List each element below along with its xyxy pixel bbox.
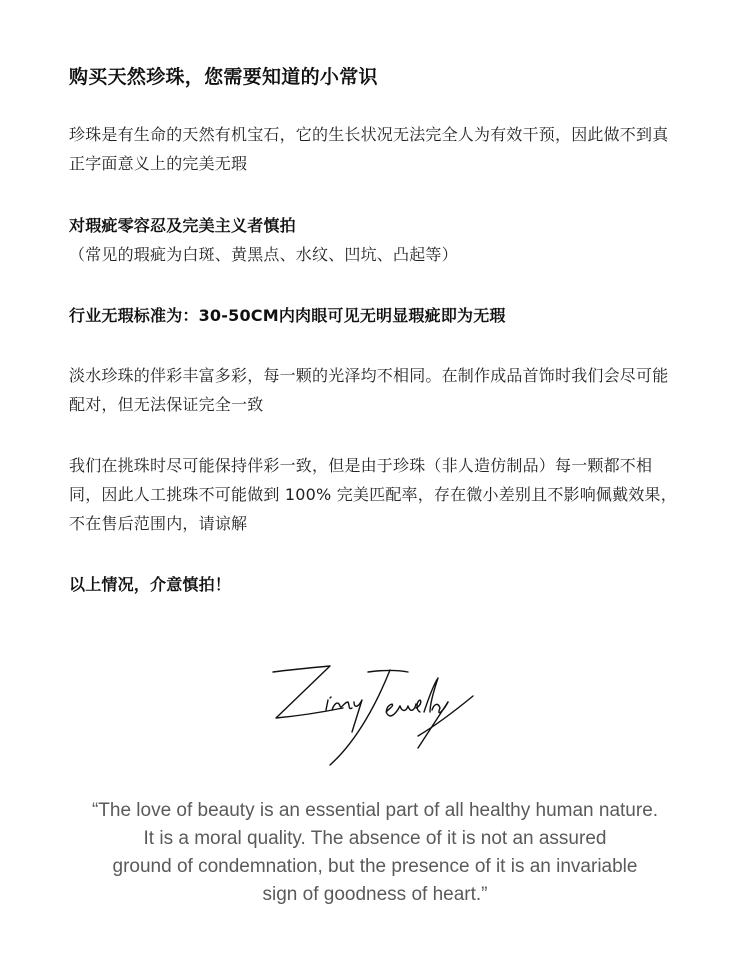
paragraph-flaw-warning (69, 211, 679, 269)
flaw-warning-emphasis: 对瑕疵零容忍及完美主义者慎拍 (69, 216, 296, 235)
flaw-warning-detail: （常见的瑕疵为白斑、黄黑点、水纹、凹坑、凸起等） (69, 245, 458, 264)
quote-line: sign of goodness of heart.” (262, 884, 488, 905)
quote-line: It is a moral quality. The absence of it is not an assured (143, 828, 607, 849)
quote-line: “The love of beauty is an essential part of all healthy human nature. (91, 800, 659, 821)
paragraph-natural-pearl: 珍珠是有生命的天然有机宝石，它的生长状况无法完全人为有效干预，因此做不到真正字面意义上的完美无瑕 (69, 125, 669, 173)
quote-line: ground of condemnation, but the presence of it is an invariable (112, 856, 638, 877)
paragraph-overtone-color: 淡水珍珠的伴彩丰富多彩，每一颗的光泽均不相同。在制作成品首饰时我们会尽可能配对，但无法保证完全一致 (69, 366, 669, 414)
paragraph-matching-note: 我们在挑珠时尽可能保持伴彩一致，但是由于珍珠（非人造仿制品）每一颗都不相同，因此人工挑珠不可能做到 100% 完美匹配率，存在微小差别且不影响佩戴效果，不在售后范围内，请谅解 (69, 456, 677, 533)
paragraph-closing-warning: 以上情况，介意慎拍！ (69, 575, 232, 594)
signature-logo (268, 660, 478, 770)
quote-block (0, 797, 750, 909)
page-title: 购买天然珍珠，您需要知道的小常识 (69, 66, 378, 88)
paragraph-flawless-standard: 行业无瑕标准为：30-50CM内肉眼可见无明显瑕疵即为无瑕 (69, 306, 506, 325)
